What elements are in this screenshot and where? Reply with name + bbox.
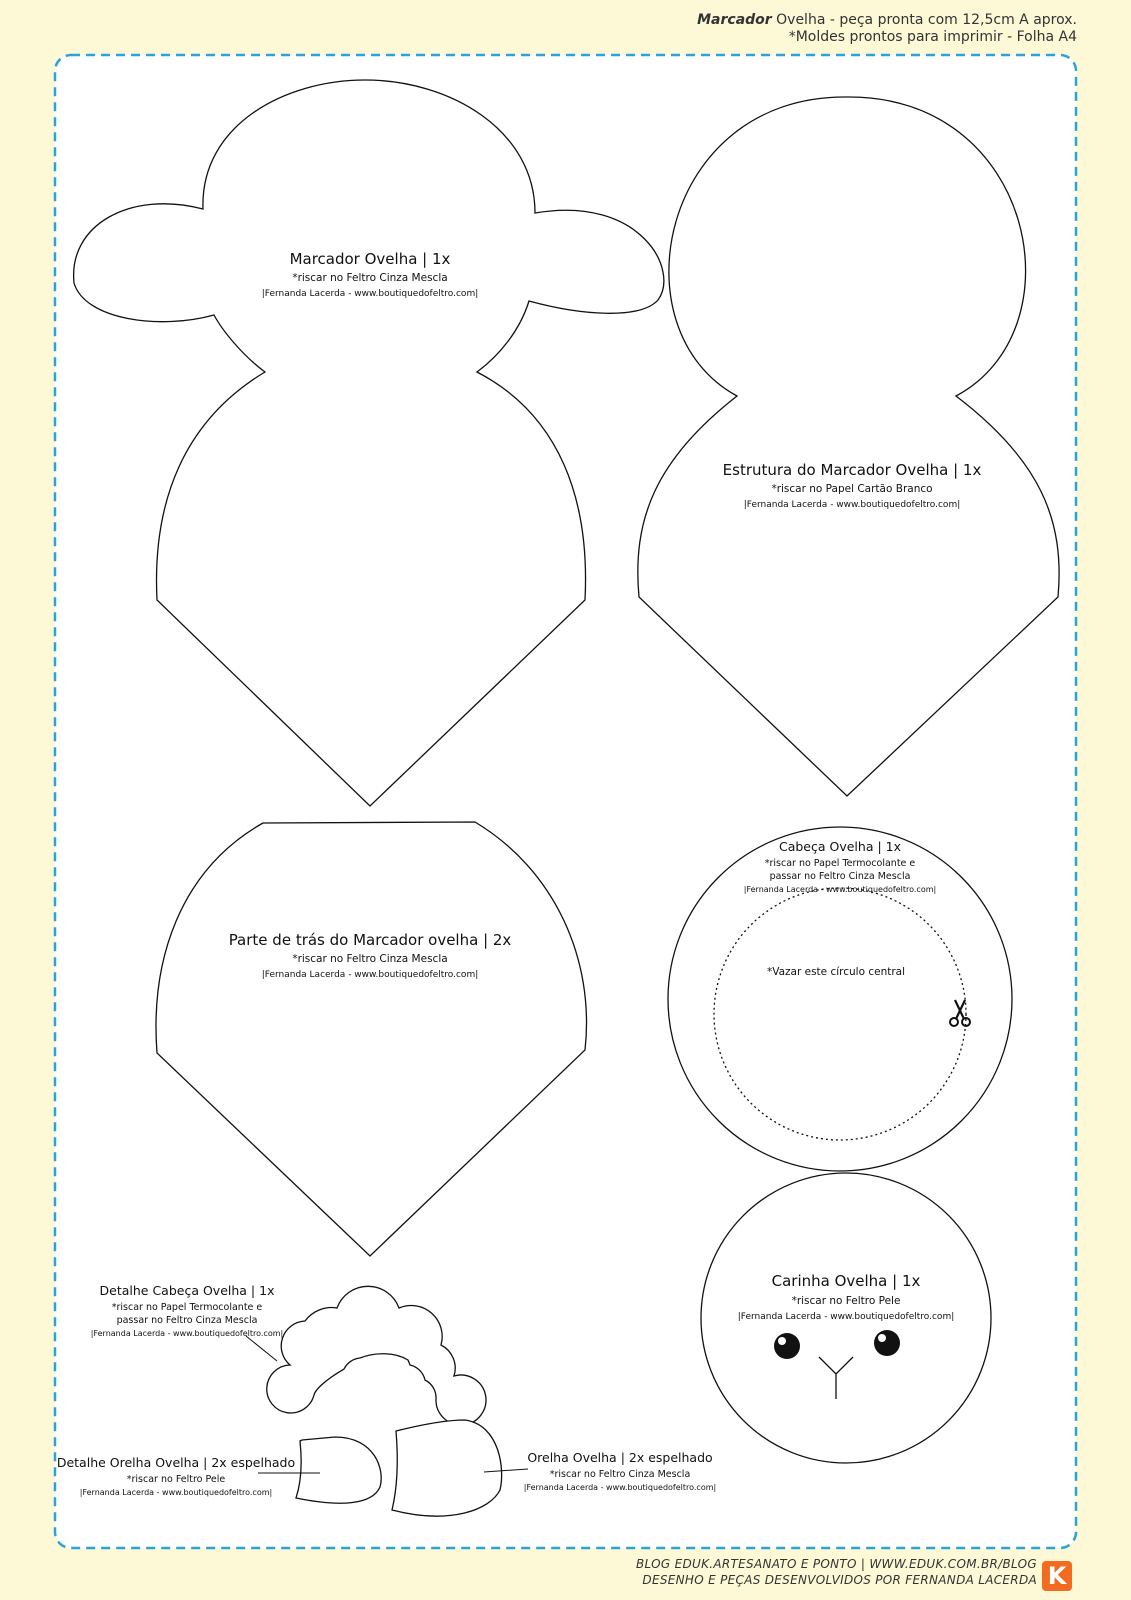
header-line-2: *Moldes prontos para imprimir - Folha A4 <box>788 29 1077 45</box>
detalhe-orelha-note: *riscar no Feltro Pele <box>126 1474 226 1485</box>
detalhe-cabeca-credit: |Fernanda Lacerda - www.boutiquedofeltro.com| <box>90 1329 284 1338</box>
estrutura-credit: |Fernanda Lacerda - www.boutiquedofeltro.com| <box>743 500 961 510</box>
left-eye <box>774 1333 800 1359</box>
carinha-note: *riscar no Feltro Pele <box>791 1295 901 1307</box>
orelha-credit: |Fernanda Lacerda - www.boutiquedofeltro.com| <box>523 1483 717 1492</box>
carinha-title: Carinha Ovelha | 1x <box>771 1272 921 1290</box>
footer-line-2: DESENHO E PEÇAS DESENVOLVIDOS POR FERNANDA LACERDA <box>642 1573 1037 1587</box>
detalhe-orelha-title: Detalhe Orelha Ovelha | 2x espelhado <box>56 1455 296 1470</box>
orelha-title: Orelha Ovelha | 2x espelhado <box>527 1450 713 1465</box>
estrutura-title: Estrutura do Marcador Ovelha | 1x <box>722 461 982 479</box>
marcador-title: Marcador Ovelha | 1x <box>289 250 451 268</box>
footer-line-1: BLOG EDUK.ARTESANATO E PONTO | WWW.EDUK.COM.BR/BLOG <box>635 1557 1037 1571</box>
tras-note: *riscar no Feltro Cinza Mescla <box>292 953 448 965</box>
cabeca-note-1: *riscar no Papel Termocolante e <box>764 858 916 869</box>
cabeca-title: Cabeça Ovelha | 1x <box>778 839 902 854</box>
tras-credit: |Fernanda Lacerda - www.boutiquedofeltro.com| <box>261 970 479 980</box>
footer <box>636 1556 1037 1588</box>
eduk-logo: K <box>1042 1561 1072 1591</box>
estrutura-note: *riscar no Papel Cartão Branco <box>771 483 933 495</box>
header-rest: Ovelha - peça pronta com 12,5cm A aprox. <box>771 12 1077 28</box>
tras-title: Parte de trás do Marcador ovelha | 2x <box>228 931 512 949</box>
marcador-note: *riscar no Feltro Cinza Mescla <box>292 272 448 284</box>
detalhe-cabeca-title: Detalhe Cabeça Ovelha | 1x <box>99 1283 275 1298</box>
marcador-credit: |Fernanda Lacerda - www.boutiquedofeltro.com| <box>261 289 479 299</box>
carinha-credit: |Fernanda Lacerda - www.boutiquedofeltro.com| <box>737 1312 955 1322</box>
header-bold: Marcador <box>697 12 772 28</box>
cabeca-credit: |Fernanda Lacerda - www.boutiquedofeltro.com| <box>743 885 937 894</box>
detalhe-cabeca-note-1: *riscar no Papel Termocolante e <box>111 1302 263 1313</box>
detalhe-orelha-credit: |Fernanda Lacerda - www.boutiquedofeltro.com| <box>79 1488 273 1497</box>
detalhe-cabeca-note-2: passar no Feltro Cinza Mescla <box>116 1315 258 1326</box>
cabeca-note-2: passar no Feltro Cinza Mescla <box>769 871 911 882</box>
orelha-shape <box>392 1420 502 1516</box>
right-eye <box>874 1330 900 1356</box>
orelha-note: *riscar no Feltro Cinza Mescla <box>549 1469 691 1480</box>
cabeca-cut-note: *Vazar este círculo central <box>766 966 906 978</box>
